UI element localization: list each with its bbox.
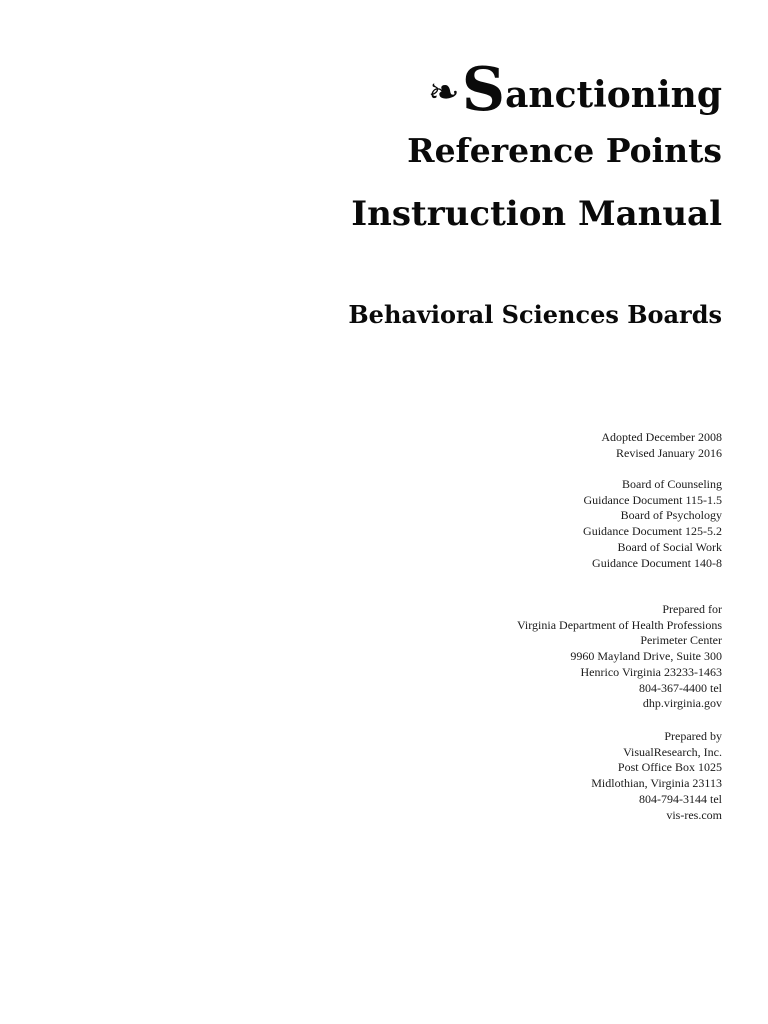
prepared-by-line: Post Office Box 1025 bbox=[617, 760, 722, 775]
document-title bbox=[222, 55, 722, 238]
prepared-for-line: 9960 Mayland Drive, Suite 300 bbox=[570, 649, 722, 664]
board-line: Guidance Document 125-5.2 bbox=[583, 524, 722, 539]
prepared-by-block bbox=[591, 729, 722, 823]
prepared-for-line: dhp.virginia.gov bbox=[642, 696, 722, 711]
board-line: Board of Social Work bbox=[617, 539, 722, 554]
prepared-by-line: 804-794-3144 tel bbox=[639, 791, 722, 806]
prepared-for-block bbox=[517, 602, 722, 712]
board-line: Guidance Document 140-8 bbox=[592, 555, 722, 570]
title-word-rest: anctioning bbox=[505, 74, 722, 116]
revised-date: Revised January 2016 bbox=[616, 445, 722, 460]
adoption-dates bbox=[601, 430, 722, 461]
prepared-for-line: Virginia Department of Health Professions bbox=[516, 617, 722, 632]
title-drop-initial: S bbox=[461, 55, 506, 125]
adopted-date: Adopted December 2008 bbox=[601, 430, 722, 444]
document-subtitle: Behavioral Sciences Boards bbox=[348, 300, 722, 329]
board-line: Board of Counseling bbox=[622, 477, 722, 491]
title-line-sanctioning bbox=[222, 55, 722, 130]
title-line-reference-points: Reference Points bbox=[407, 131, 722, 170]
prepared-for-line: Perimeter Center bbox=[640, 633, 722, 648]
fleuron-ornament-icon: ❧ bbox=[427, 70, 460, 114]
prepared-by-line: VisualResearch, Inc. bbox=[623, 744, 722, 759]
prepared-for-line: Prepared for bbox=[662, 602, 722, 616]
prepared-by-line: Prepared by bbox=[664, 729, 722, 743]
board-line: Board of Psychology bbox=[620, 508, 722, 523]
title-line-instruction-manual: Instruction Manual bbox=[351, 194, 722, 234]
prepared-by-line: vis-res.com bbox=[666, 807, 722, 822]
boards-list bbox=[583, 477, 722, 571]
prepared-for-line: Henrico Virginia 23233-1463 bbox=[580, 664, 722, 679]
prepared-for-line: 804-367-4400 tel bbox=[639, 680, 722, 695]
board-line: Guidance Document 115-1.5 bbox=[583, 492, 722, 507]
prepared-by-line: Midlothian, Virginia 23113 bbox=[591, 776, 722, 791]
